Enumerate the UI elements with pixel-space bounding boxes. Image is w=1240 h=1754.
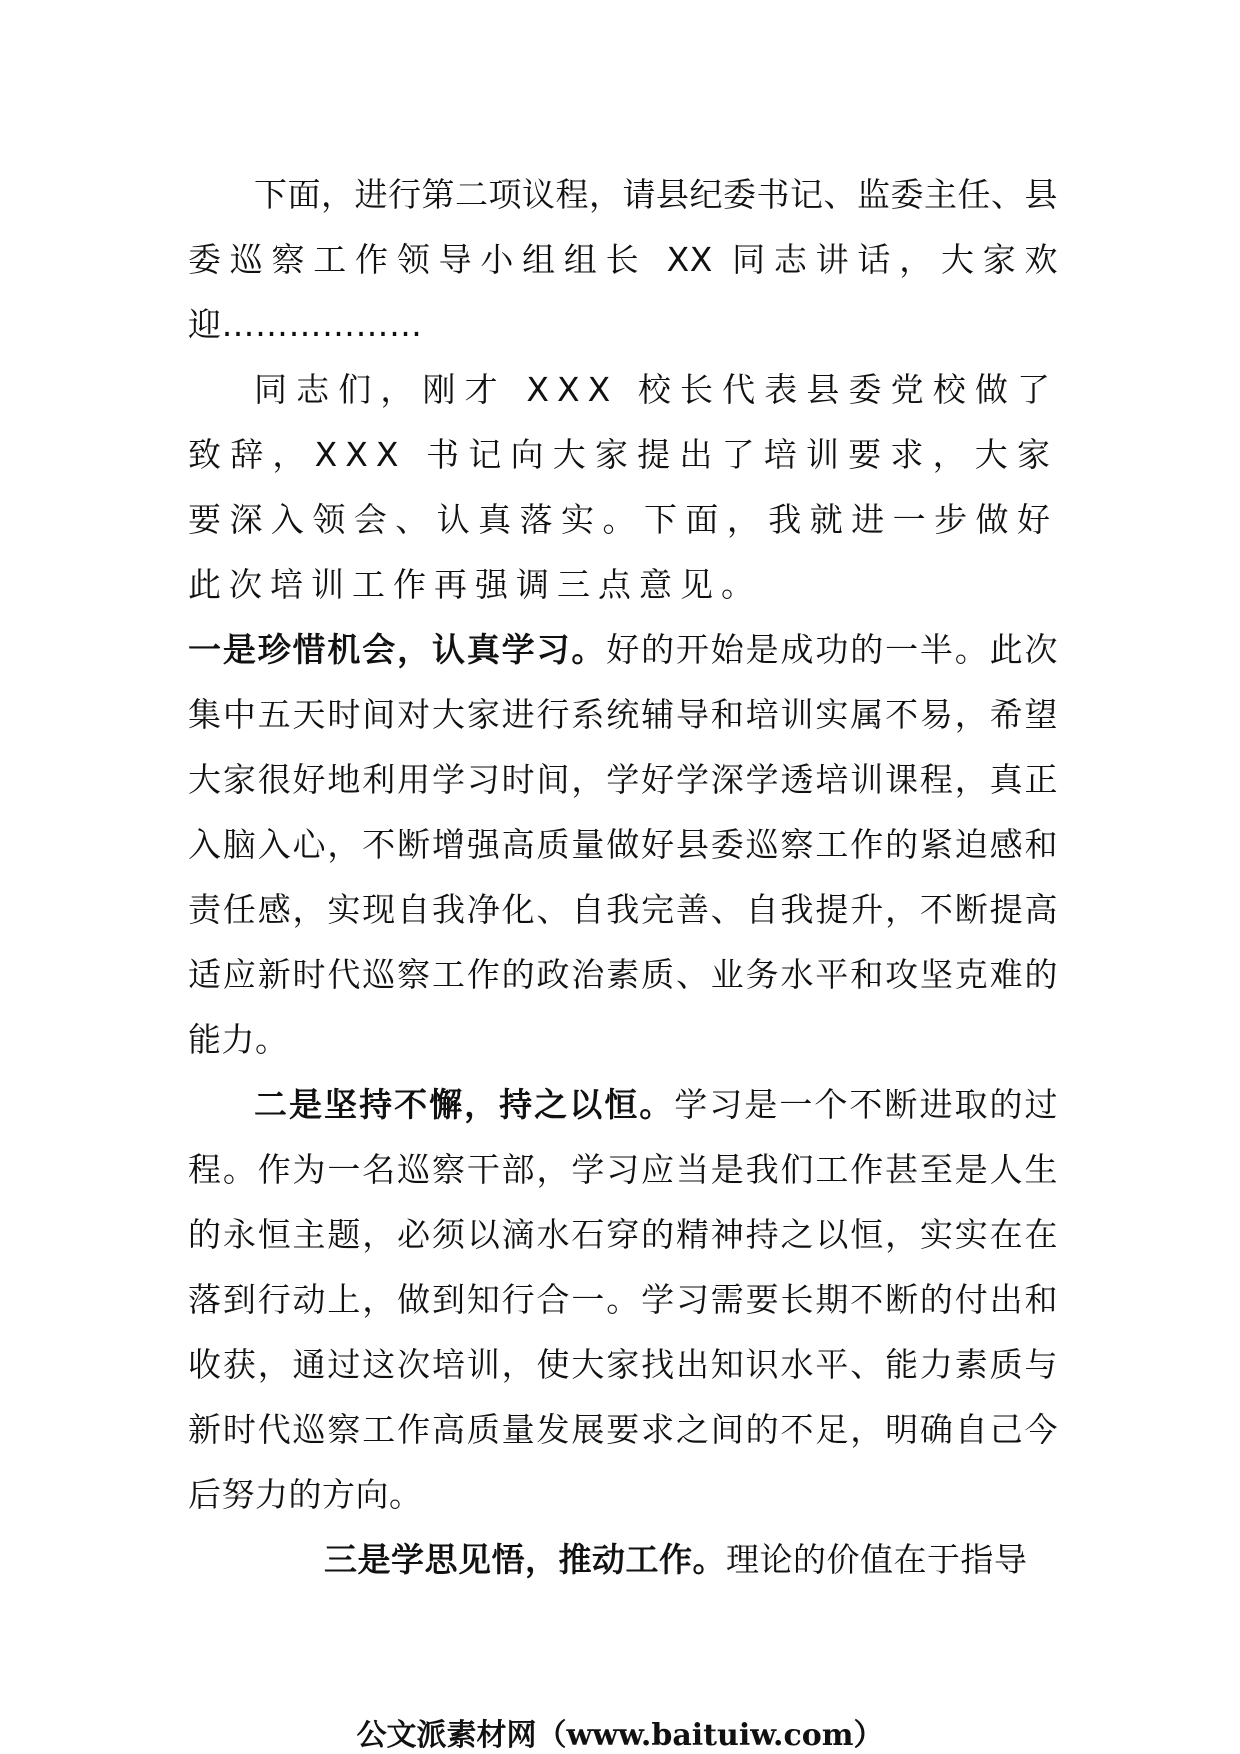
paragraph-point-one	[188, 617, 1058, 1072]
paragraph-opening	[188, 357, 1058, 617]
paragraph-point-two	[188, 1072, 1058, 1527]
paragraph-point-three	[188, 1527, 1058, 1592]
paragraph-text: 学习是一个不断进取的过程。作为一名巡察干部，学习应当是我们工作甚至是人生的永恒主题，必须以滴水石穿的精神持之以恒，实实在在落到行动上，做到知行合一。学习需要长期不断的付出和收获，通过这次培训，使大家找出知识水平、能力素质与新时代巡察工作高质量发展要求之间的不足，明确自己今后努力的方向。	[188, 1085, 1059, 1514]
paragraph-lead: 二是坚持不懈，持之以恒。	[254, 1085, 675, 1124]
paragraph-text: 下面，进行第二项议程，请县纪委书记、监委主任、县委巡察工作领导小组组长 XX 同志讲话，大家欢迎………………	[188, 175, 1058, 344]
paragraph-text: 好的开始是成功的一半。此次集中五天时间对大家进行系统辅导和培训实属不易，希望大家很好地利用学习时间，学好学深学透培训课程，真正入脑入心，不断增强高质量做好县委巡察工作的紧迫感和责任感，实现自我净化、自我完善、自我提升，不断提高适应新时代巡察工作的政治素质、业务水平和攻坚克难的能力。	[188, 630, 1059, 1059]
document-body	[188, 162, 1058, 1592]
source-footer: 公文派素材网（www.baituiw.com）	[356, 1718, 884, 1753]
paragraph-lead: 一是珍惜机会，认真学习。	[188, 630, 607, 669]
paragraph-agenda	[188, 162, 1058, 357]
paragraph-lead: 三是学思见悟，推动工作。	[324, 1540, 726, 1579]
paragraph-text: 理论的价值在于指导	[726, 1540, 1028, 1579]
paragraph-text: 同志们，刚才 XXX 校长代表县委党校做了致辞，XXX 书记向大家提出了培训要求，大家要深入领会、认真落实。下面，我就进一步做好此次培训工作再强调三点意见。	[188, 370, 1058, 604]
